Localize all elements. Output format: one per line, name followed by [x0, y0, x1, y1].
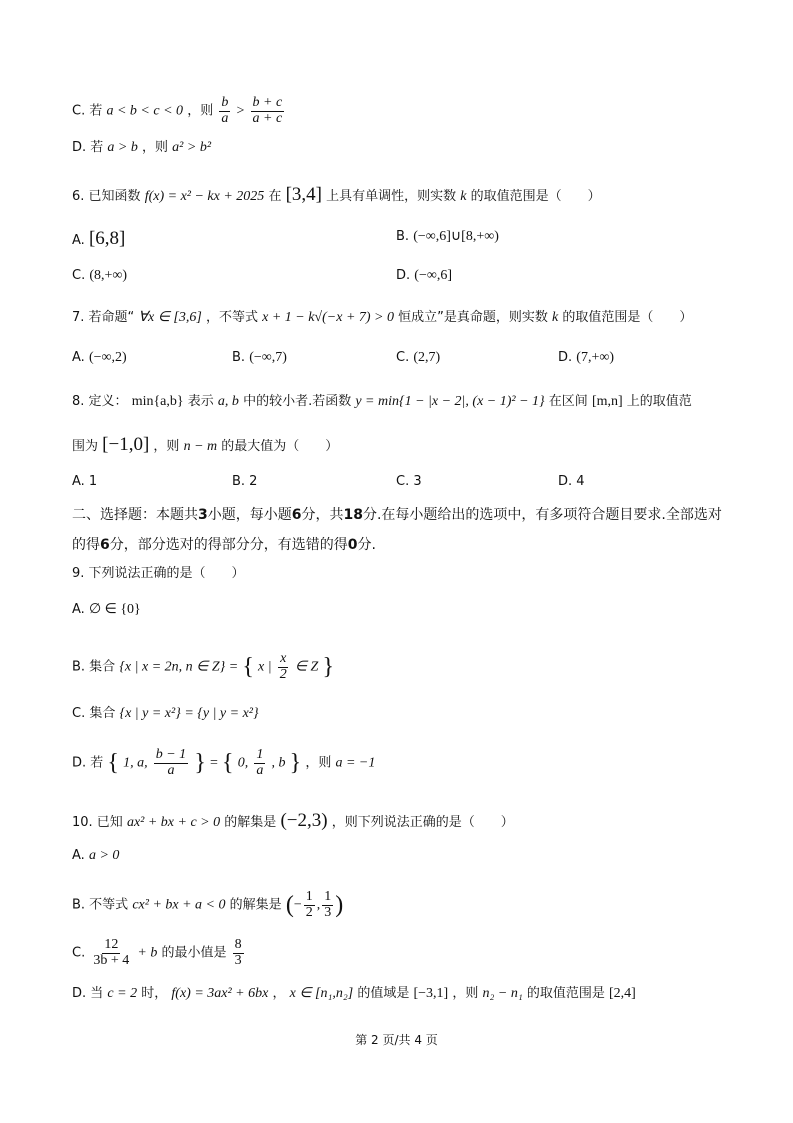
option-label: D. — [558, 350, 573, 365]
option-label: A. — [72, 848, 85, 863]
option-math: f(x) = 3ax² + 6bx — [171, 986, 269, 1001]
q8-stem-e: 上的取值范 — [626, 394, 692, 409]
option-text: ，则 — [305, 755, 332, 771]
q8-stem-f: 围为 — [72, 439, 99, 454]
q10-inequality: ax² + bx + c > 0 — [126, 815, 221, 830]
q8-option-b: B. 2 — [232, 474, 258, 489]
section-number: 18 — [343, 507, 363, 523]
option-value: (−∞,6] — [414, 268, 452, 283]
q8-option-a: A. 1 — [72, 474, 98, 489]
q8-stem-line1 — [72, 394, 692, 411]
right-brace: } — [289, 749, 302, 776]
q8-option-c: C. 3 — [396, 474, 422, 489]
section-two-instructions — [72, 500, 722, 560]
option-math: x ∈ [n₁,n₂] — [289, 986, 354, 1001]
option-math: + b — [137, 945, 158, 961]
option-label: A. — [72, 602, 85, 617]
option-math: a > 0 — [88, 848, 120, 863]
frac-den: a — [167, 762, 175, 778]
frac-num: 8 — [234, 937, 242, 952]
frac-den: 2 — [305, 904, 313, 920]
option-value: (−∞,6]∪[8,+∞) — [413, 229, 499, 244]
q5-c-label: C. 若 — [72, 103, 103, 119]
q6-stem-d: 的取值范围是（ ） — [470, 189, 601, 204]
frac-den: 3 — [324, 904, 332, 920]
option-label: B. 不等式 — [72, 897, 129, 913]
q5-c-frac1 — [219, 96, 230, 126]
q8-n-minus-m: n − m — [183, 439, 218, 454]
option-math: 0, — [237, 755, 249, 771]
option-text: 的取值范围是 — [526, 986, 605, 1001]
q9-b-frac — [278, 652, 289, 682]
q8-stem-h: 的最大值为（ ） — [221, 439, 339, 454]
q6-option-c — [72, 268, 127, 284]
option-value: (−∞,7) — [249, 350, 287, 365]
frac-den: a — [256, 762, 264, 778]
page-footer: 第 2 页/共 4 页 — [355, 1033, 438, 1047]
option-value: [6,8] — [88, 228, 126, 249]
q6-function: f(x) = x² − kx + 2025 — [144, 189, 265, 204]
right-brace: } — [322, 653, 334, 680]
q8-range: [−1,0] — [102, 434, 150, 455]
q10-option-b — [72, 890, 343, 920]
section-number: 6 — [100, 537, 110, 553]
option-math: [−3,1] — [413, 986, 449, 1001]
frac-num: 12 — [104, 937, 119, 952]
option-label: D. — [396, 268, 411, 283]
option-value: (2,7) — [413, 350, 441, 365]
q7-stem-a: 7. 若命题“ — [72, 310, 135, 325]
q10-option-d — [72, 986, 636, 1003]
option-label: A. — [72, 233, 85, 248]
option-value: (7,+∞) — [576, 350, 614, 365]
q7-option-c — [396, 350, 440, 366]
option-math: n₂ − n₁ — [482, 986, 523, 1001]
q5-d-condition: a > b — [107, 140, 138, 155]
option-label: B. — [396, 229, 410, 244]
minus-sign: − — [293, 897, 302, 913]
q10-option-a — [72, 848, 119, 865]
q6-stem-c: 上具有单调性，则实数 — [326, 189, 457, 204]
section-text: 分. — [357, 537, 376, 553]
section-text: 小题，每小题 — [207, 507, 292, 523]
q6-stem — [72, 184, 601, 207]
left-brace: { — [107, 749, 119, 776]
left-brace: { — [222, 749, 234, 776]
section-number: 6 — [291, 507, 302, 523]
q10-c-result — [233, 938, 244, 968]
option-label: A. — [72, 350, 85, 365]
option-label: C. 集合 — [72, 706, 116, 721]
q5-c-frac2 — [251, 96, 285, 126]
q9-d-frac2 — [254, 748, 265, 778]
right-brace: } — [194, 749, 206, 776]
q5-c-gt: > — [236, 103, 245, 119]
option-math: {x | y = x²} = {y | y = x²} — [119, 706, 259, 721]
q6-option-b — [396, 228, 499, 245]
q7-stem — [72, 310, 692, 327]
option-label: D. 当 — [72, 986, 104, 1001]
q5-c-condition: a < b < c < 0 — [106, 103, 184, 119]
q9-option-b — [72, 652, 334, 682]
q6-stem-b: 在 — [268, 189, 282, 204]
q8-stem-a: 8. 定义： — [72, 394, 128, 409]
left-brace: { — [242, 653, 254, 680]
section-text: 分.在每小题给出的选项中，有多项符合题目要求.全部选对的得 — [72, 507, 722, 553]
option-label: C. — [72, 268, 86, 283]
option-math: c = 2 — [107, 986, 138, 1001]
q10-stem-a: 10. 已知 — [72, 815, 123, 830]
frac-num: b — [221, 95, 229, 110]
q8-stem-c: 中的较小者.若函数 — [243, 394, 352, 409]
option-label: B. — [232, 350, 246, 365]
q7-option-a — [72, 350, 127, 366]
q7-option-b — [232, 350, 287, 366]
option-label: C. — [72, 945, 86, 961]
right-paren: ) — [335, 891, 344, 918]
option-label: B. 集合 — [72, 659, 116, 675]
q5-c-then: ，则 — [187, 103, 214, 119]
q5-option-d — [72, 140, 211, 157]
section-text: 分，部分选对的得部分分，有选错的得 — [109, 537, 348, 553]
q8-function: y = min{1 − |x − 2|, (x − 1)² − 1} — [355, 394, 545, 409]
q5-option-c — [72, 96, 286, 126]
q5-d-then: ，则 — [142, 140, 169, 155]
option-math: , b — [271, 755, 286, 771]
frac-num: x — [280, 651, 287, 666]
option-value: (−∞,2) — [88, 350, 127, 365]
q6-interval: [3,4] — [285, 184, 322, 205]
q7-forall: ∀x ∈ [3,6] — [138, 310, 202, 325]
q10-c-frac — [91, 938, 131, 968]
q7-stem-d: 的取值范围是（ ） — [562, 310, 693, 325]
option-math: [2,4] — [609, 986, 636, 1001]
q8-option-d: D. 4 — [558, 474, 585, 489]
option-math: ∅ ∈ {0} — [88, 602, 141, 617]
option-label: C. — [396, 350, 410, 365]
q9-option-a — [72, 602, 141, 619]
q8-ab: a, b — [217, 394, 239, 409]
q6-stem-a: 6. 已知函数 — [72, 189, 141, 204]
option-math: = — [210, 755, 218, 771]
option-label: D. 若 — [72, 755, 104, 771]
q9-stem: 9. 下列说法正确的是（ ） — [72, 566, 245, 581]
frac-num: 1 — [256, 747, 264, 762]
comma: , — [316, 897, 321, 913]
option-math: cx² + bx + a < 0 — [132, 897, 226, 913]
left-paren: ( — [285, 891, 294, 918]
frac-den: 3b + 4 — [93, 952, 130, 968]
section-text: 分，共 — [301, 507, 344, 523]
q5-d-conclusion: a² > b² — [172, 140, 212, 155]
section-number: 0 — [347, 537, 358, 553]
q10-b-frac2 — [322, 890, 333, 920]
q5-d-label: D. 若 — [72, 140, 104, 155]
frac-den: a — [221, 110, 229, 126]
section-text: 二、选择题：本题共 — [72, 507, 198, 523]
section-number: 3 — [198, 507, 208, 523]
frac-den: 3 — [234, 952, 242, 968]
option-text: 的解集是 — [229, 897, 282, 913]
q10-b-frac1 — [304, 890, 315, 920]
q6-option-a — [72, 228, 125, 250]
frac-den: a + c — [252, 110, 283, 126]
q9-option-c — [72, 706, 259, 723]
q6-k: k — [460, 189, 467, 204]
frac-num: 1 — [305, 889, 313, 904]
q8-stem-g: ，则 — [153, 439, 180, 454]
q10-solution-set: (−2,3) — [280, 810, 328, 831]
q10-stem — [72, 810, 514, 833]
q7-stem-b: ，不等式 — [205, 310, 258, 325]
option-math: x | — [258, 659, 272, 675]
q10-option-c — [72, 938, 246, 968]
frac-num: b − 1 — [155, 747, 187, 762]
q7-k: k — [552, 310, 559, 325]
q8-mn: [m,n] — [591, 394, 623, 409]
q8-stem-b: 表示 — [187, 394, 214, 409]
q7-inequality: x + 1 − k√(−x + 7) > 0 — [262, 310, 394, 325]
option-math: 1, a, — [123, 755, 148, 771]
q9-option-d — [72, 748, 375, 778]
option-math: ∈ Z — [294, 659, 319, 675]
option-math: a = −1 — [335, 755, 376, 771]
option-text: ， — [272, 986, 286, 1001]
q7-option-d — [558, 350, 614, 366]
frac-num: b + c — [252, 95, 283, 110]
option-text: ，则 — [452, 986, 479, 1001]
q8-min-def: min{a,b} — [131, 394, 184, 409]
option-text: 的最小值是 — [161, 945, 227, 961]
option-text: 时， — [141, 986, 168, 1001]
q6-option-d — [396, 268, 452, 284]
q10-stem-b: 的解集是 — [224, 815, 277, 830]
q8-stem-d: 在区间 — [548, 394, 588, 409]
option-value: (8,+∞) — [89, 268, 128, 283]
option-text: 的值域是 — [357, 986, 410, 1001]
q10-stem-c: ，则下列说法正确的是（ ） — [331, 815, 514, 830]
q8-stem-line2 — [72, 434, 338, 457]
q7-stem-c: 恒成立”是真命题，则实数 — [398, 310, 548, 325]
frac-den: 2 — [279, 666, 287, 682]
q9-d-frac1 — [154, 748, 188, 778]
frac-num: 1 — [324, 889, 332, 904]
option-math: {x | x = 2n, n ∈ Z} = — [119, 659, 239, 675]
